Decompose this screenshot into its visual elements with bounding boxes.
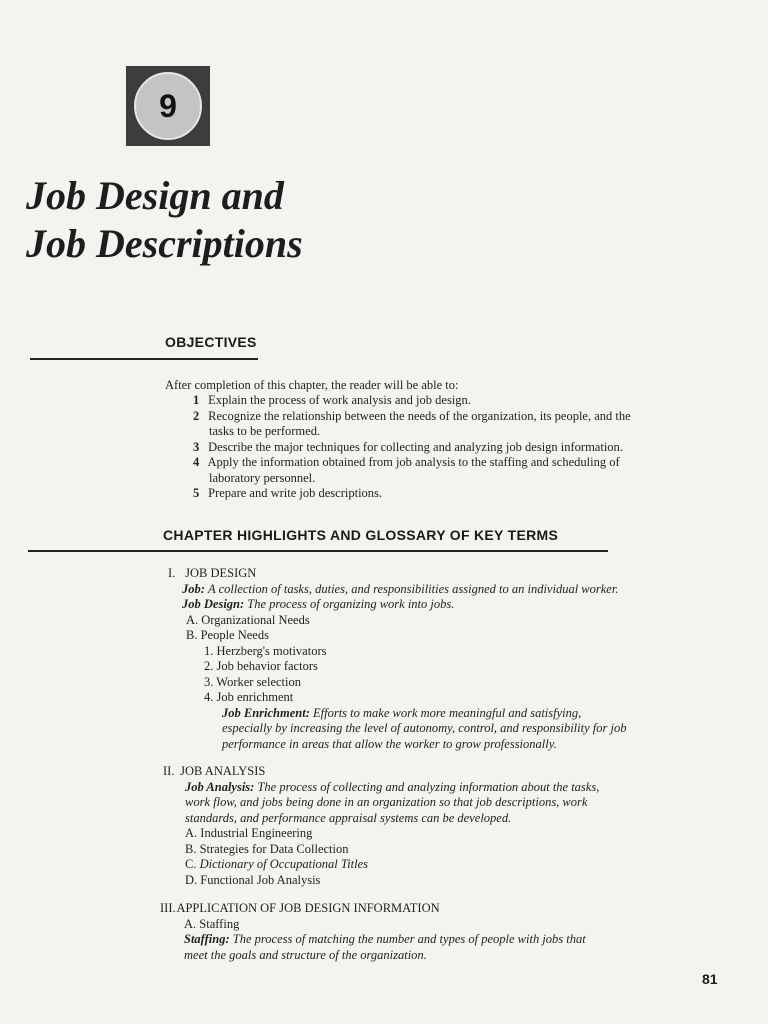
outline-subitem: 2. Job behavior factors [204,659,318,673]
glossary-continuation: especially by increasing the level of autonomy, control, and responsibility for job [222,721,627,735]
objectives-intro: After completion of this chapter, the reader will be able to: [165,378,459,392]
chapter-title-line-2: Job Descriptions [26,221,303,266]
objective-item: 4 Apply the information obtained from job analysis to the staffing and scheduling of [193,455,620,469]
highlights-rule [28,550,608,552]
objectives-list [193,393,733,502]
glossary-continuation: meet the goals and structure of the organization. [184,947,427,962]
glossary-continuation: work flow, and jobs being done in an organization so that job descriptions, work [185,795,588,809]
outline-heading: II. JOB ANALYSIS [163,764,266,778]
objective-item-continuation: tasks to be performed. [209,424,321,438]
glossary-entry: Job Enrichment: Efforts to make work more meaningful and satisfying, [222,705,582,720]
page-number: 81 [702,971,718,987]
outline-section-3 [160,901,728,963]
outline-item: A. Industrial Engineering [185,826,313,840]
outline-item: A. Organizational Needs [186,612,310,627]
glossary-entry: Job: A collection of tasks, duties, and responsibilities assigned to an individual worker. [182,581,619,596]
chapter-title-line-1: Job Design and [26,173,284,218]
highlights-heading: CHAPTER HIGHLIGHTS AND GLOSSARY OF KEY TERMS [163,527,559,543]
outline-subitem: 4. Job enrichment [204,690,294,704]
glossary-entry: Staffing: The process of matching the number and types of people with jobs that [184,932,586,946]
objective-item: 5 Prepare and write job descriptions. [193,486,383,500]
outline-item: C. Dictionary of Occupational Titles [185,857,368,871]
objective-item-continuation: laboratory personnel. [209,470,316,485]
chapter-number-box [126,66,210,146]
outline-subitem: 1. Herzberg's motivators [204,643,327,658]
outline-heading: I. JOB DESIGN [168,566,257,580]
outline-section-2 [163,764,728,888]
chapter-title [26,172,303,268]
outline-item: B. People Needs [186,628,269,642]
objective-item: 3 Describe the major techniques for collecting and analyzing job design information. [193,439,623,454]
objective-item: 1 Explain the process of work analysis and job design. [193,393,471,407]
objectives-heading: OBJECTIVES [165,334,257,350]
outline-section-1 [168,566,728,752]
glossary-continuation: standards, and performance appraisal systems can be developed. [185,810,512,825]
outline-item: A. Staffing [184,916,240,931]
glossary-entry: Job Analysis: The process of collecting and analyzing information about the tasks, [185,779,600,794]
outline-item: D. Functional Job Analysis [185,872,321,887]
glossary-entry: Job Design: The process of organizing work into jobs. [182,597,455,611]
objectives-rule [30,358,258,360]
outline-subitem: 3. Worker selection [204,674,301,689]
chapter-number: 9 [134,72,202,140]
objective-item: 2 Recognize the relationship between the needs of the organization, its people, and the [193,408,631,423]
glossary-continuation: performance in areas that allow the worker to grow professionally. [222,736,557,751]
outline-item: B. Strategies for Data Collection [185,841,349,856]
outline-heading: III. APPLICATION OF JOB DESIGN INFORMATION [160,901,440,915]
